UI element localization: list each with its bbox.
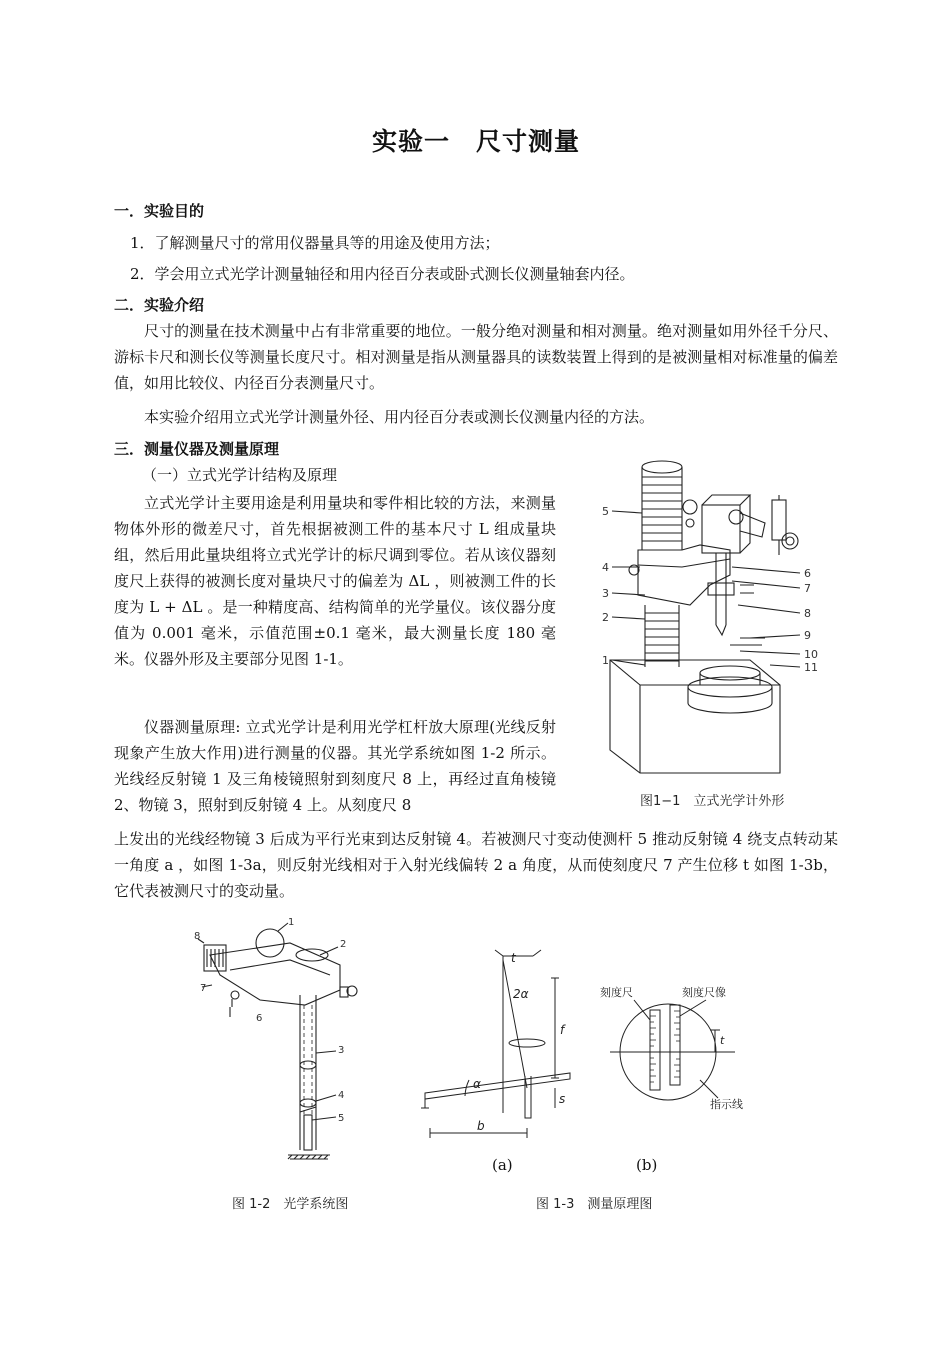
fig1-3a-b: b <box>477 1119 485 1133</box>
fig1-3b-scale-label: 刻度尺 <box>600 986 633 999</box>
figure-1-3-caption: 图 1-3 测量原理图 <box>536 1197 653 1212</box>
fig1-1-label-7: 7 <box>804 582 811 595</box>
fig1-1-label-4: 4 <box>602 561 609 574</box>
fig1-2-label-4: 4 <box>338 1090 345 1101</box>
fig1-2-label-5: 5 <box>338 1113 345 1124</box>
fig1-3b-image-label: 刻度尺像 <box>682 986 726 999</box>
figure-1-3a-label: (a) <box>492 1156 513 1174</box>
intro-paragraph-2: 本实验介绍用立式光学计测量外径、用内径百分表或测长仪测量内径的方法。 <box>144 408 655 426</box>
fig1-1-label-10: 10 <box>804 648 818 661</box>
figure-1-3b-label: (b) <box>636 1156 658 1174</box>
measurement-principle-figure-b <box>590 980 765 1120</box>
fig1-1-label-1: 1 <box>602 654 609 667</box>
fig1-3a-s: s <box>559 1092 566 1106</box>
fig1-2-label-3: 3 <box>338 1045 345 1056</box>
figure-1-2-caption: 图 1-2 光学系统图 <box>232 1197 349 1212</box>
fig1-2-label-7: 7 <box>200 983 207 994</box>
section-1-heading: 一．实验目的 <box>114 202 205 220</box>
fig1-3a-f: f <box>560 1023 565 1037</box>
measurement-principle-figure-a <box>415 948 585 1143</box>
principle-paragraph-2a: 仪器测量原理: 立式光学计是利用光学杠杆放大原理(光线反射现象产生放大作用)进行测量的仪器。其光学系统如图 1-2 所示。 光线经反射镜 1 及三角棱镜照射到刻度尺 8 上，再经过直角棱镜 2、物镜 3，照射到反射镜 4 上。从刻度尺 8 <box>114 718 556 814</box>
fig1-2-label-6: 6 <box>256 1013 263 1024</box>
optical-system-figure <box>190 915 360 1170</box>
fig1-1-label-11: 11 <box>804 661 818 674</box>
intro-paragraph-1: 尺寸的测量在技术测量中占有非常重要的地位。一般分绝对测量和相对测量。绝对测量如用外径千分尺、游标卡尺和测长仪等测量长度尺寸。相对测量是指从测量器具的读数装置上得到的是被测量相对标准量的偏差值，如用比较仪、内径百分表测量尺寸。 <box>114 322 838 392</box>
section-3-heading: 三．测量仪器及测量原理 <box>114 440 280 458</box>
fig1-2-label-1: 1 <box>288 917 295 928</box>
fig1-1-label-8: 8 <box>804 607 811 620</box>
fig1-3a-2a: 2α <box>513 987 529 1001</box>
page-title: 实验一 尺寸测量 <box>371 127 580 156</box>
section-2-heading: 二．实验介绍 <box>114 296 205 314</box>
fig1-2-label-8: 8 <box>194 931 201 942</box>
subsection-heading: （一）立式光学计结构及原理 <box>142 466 338 484</box>
principle-paragraph-2b: 上发出的光线经物镜 3 后成为平行光束到达反射镜 4。若被测尺寸变动使测杆 5 推动反射镜 4 绕支点转动某一角度 a ，如图 1-3a，则反射光线相对于入射光线偏转 2 a 角度，从而使刻度尺 7 产生位移 t 如图 1-3b，它代表被测尺寸的变动量。 <box>114 830 838 900</box>
fig1-1-label-2: 2 <box>602 611 609 624</box>
fig1-1-label-9: 9 <box>804 629 811 642</box>
fig1-1-label-5: 5 <box>602 505 609 518</box>
figure-1-1-caption: 图1−1 立式光学计外形 <box>640 794 785 809</box>
fig1-3a-alpha: α <box>473 1077 481 1091</box>
principle-paragraph-1: 立式光学计主要用途是利用量块和零件相比较的方法，来测量物体外形的微差尺寸，首先根据被测工件的基本尺寸 L 组成量块组，然后用此量块组将立式光学计的标尺调到零位。若从该仪器刻度尺上获得的被测长度对量块尺寸的偏差为 ΔL ，则被测工件的长度为 L + ΔL 。是一种精度高、结构简单的光学量仪。该仪器分度值为 0.001 毫米，示值范围±0.1 毫米，最大测量长度 180 毫米。仪器外形及主要部分见图 1-1。 <box>114 494 556 668</box>
fig1-3b-t: t <box>720 1034 725 1047</box>
fig1-2-label-2: 2 <box>340 939 347 950</box>
fig1-3a-t: t <box>511 951 516 965</box>
objective-item-2: 2．学会用立式光学计测量轴径和用内径百分表或卧式测长仪测量轴套内径。 <box>130 265 635 283</box>
fig1-1-label-3: 3 <box>602 587 609 600</box>
objective-item-1: 1．了解测量尺寸的常用仪器量具等的用途及使用方法； <box>130 234 500 252</box>
optical-comparator-figure <box>590 455 840 790</box>
fig1-1-label-6: 6 <box>804 567 811 580</box>
fig1-3b-pointer-label: 指示线 <box>710 1098 743 1111</box>
